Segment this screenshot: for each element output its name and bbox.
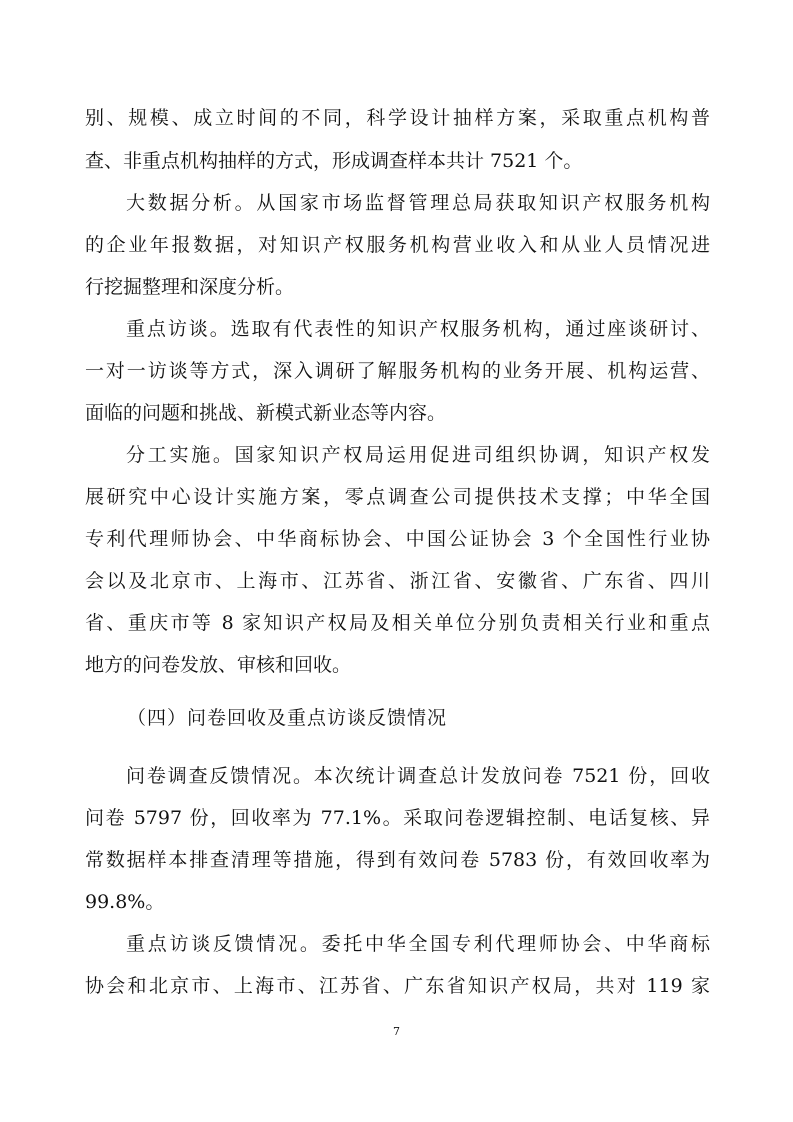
section-heading: （四）问卷回收及重点访谈反馈情况 [127, 707, 448, 729]
paragraph-line: 协会和北京市、上海市、江苏省、广东省知识产权局，共对 119 家 [85, 975, 710, 997]
paragraph-line: 重点访谈。选取有代表性的知识产权服务机构，通过座谈研讨、 [126, 318, 710, 340]
paragraph-line: 大数据分析。从国家市场监督管理总局获取知识产权服务机构 [126, 192, 710, 214]
paragraph-line: 行挖掘整理和深度分析。 [85, 276, 295, 298]
paragraph-line: 常数据样本排查清理等措施，得到有效问卷 5783 份，有效回收率为 [85, 849, 710, 871]
paragraph-line: 的企业年报数据，对知识产权服务机构营业收入和从业人员情况进 [85, 234, 710, 256]
paragraph-line: 99.8%。 [85, 891, 165, 913]
paragraph-line: 别、规模、成立时间的不同，科学设计抽样方案，采取重点机构普 [85, 107, 710, 129]
paragraph-line: 地方的问卷发放、审核和回收。 [85, 654, 352, 676]
paragraph-line: 专利代理师协会、中华商标协会、中国公证协会 3 个全国性行业协 [85, 528, 710, 550]
paragraph-line: 面临的问题和挑战、新模式新业态等内容。 [85, 402, 447, 424]
paragraph-line: 分工实施。国家知识产权局运用促进司组织协调，知识产权发 [126, 444, 710, 466]
paragraph-line: 展研究中心设计实施方案，零点调查公司提供技术支撑；中华全国 [85, 486, 710, 508]
paragraph-line: 一对一访谈等方式，深入调研了解服务机构的业务开展、机构运营、 [85, 360, 710, 382]
paragraph-line: 问卷 5797 份，回收率为 77.1%。采取问卷逻辑控制、电话复核、异 [85, 807, 710, 829]
paragraph-line: 问卷调查反馈情况。本次统计调查总计发放问卷 7521 份，回收 [126, 765, 710, 787]
paragraph-line: 查、非重点机构抽样的方式，形成调查样本共计 7521 个。 [85, 150, 583, 172]
paragraph-line: 重点访谈反馈情况。委托中华全国专利代理师协会、中华商标 [126, 933, 710, 955]
page-number: 7 [393, 1025, 400, 1038]
paragraph-line: 会以及北京市、上海市、江苏省、浙江省、安徽省、广东省、四川 [85, 570, 710, 592]
paragraph-line: 省、重庆市等 8 家知识产权局及相关单位分别负责相关行业和重点 [85, 612, 710, 634]
